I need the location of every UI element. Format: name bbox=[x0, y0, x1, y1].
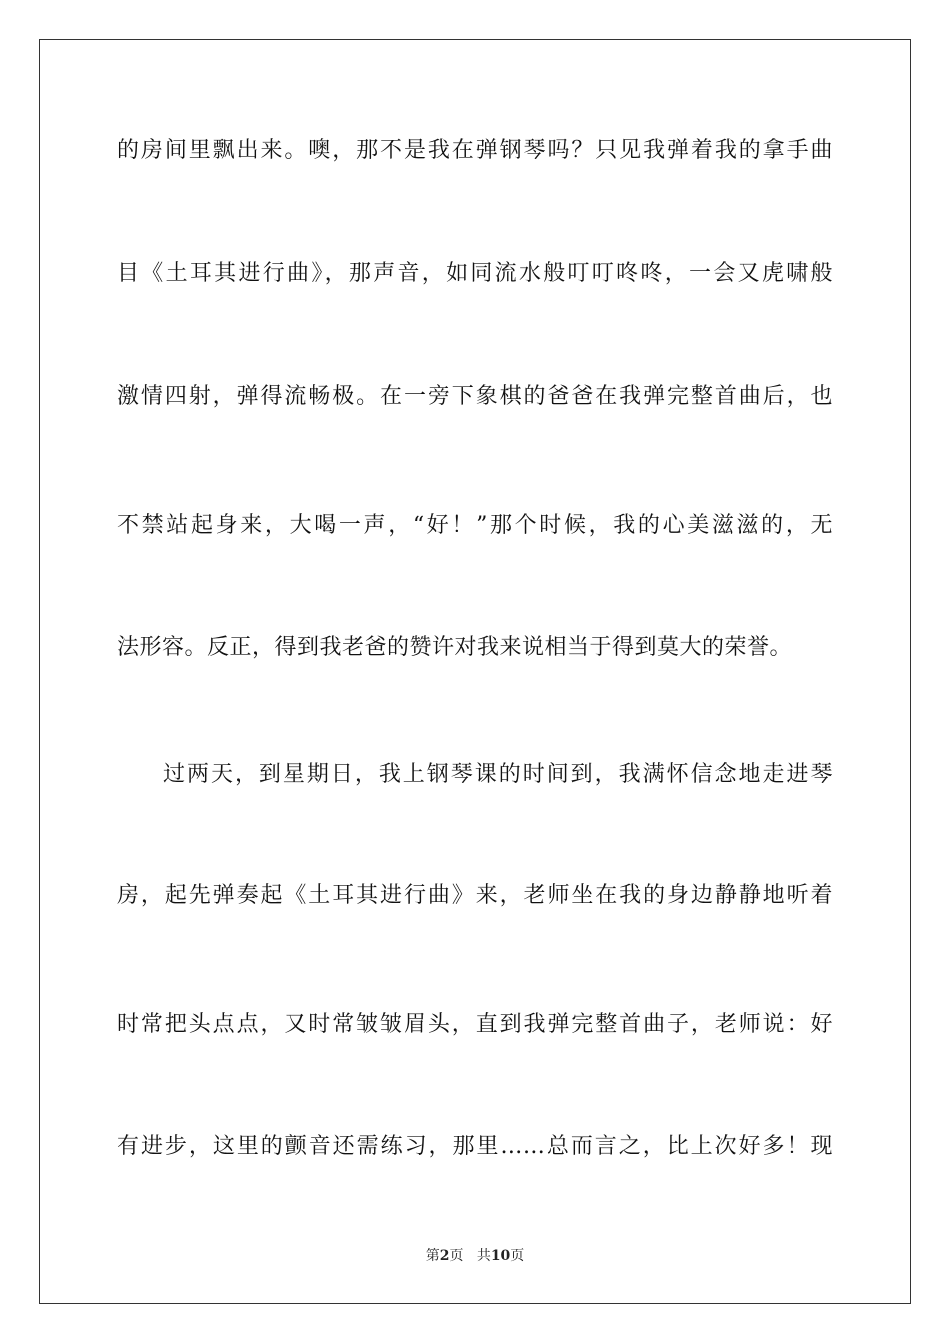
total-prefix: 共 bbox=[476, 1248, 491, 1264]
text-line-2: 目《土耳其进行曲》，那声音，如同流水般叮叮咚咚，一会又虎啸般 bbox=[117, 261, 833, 286]
total-pages: 10 bbox=[490, 1248, 511, 1264]
page-suffix: 页 bbox=[449, 1248, 464, 1264]
page-prefix: 第 bbox=[425, 1248, 440, 1264]
total-suffix: 页 bbox=[510, 1248, 525, 1264]
page-footer bbox=[0, 1246, 950, 1266]
text-line-1: 的房间里飘出来。噢，那不是我在弹钢琴吗？只见我弹着我的拿手曲 bbox=[117, 138, 833, 163]
page-border bbox=[39, 39, 911, 1304]
text-line-8: 时常把头点点，又时常皱皱眉头，直到我弹完整首曲子，老师说：好 bbox=[117, 1012, 833, 1037]
text-line-5: 法形容。反正，得到我老爸的赞许对我来说相当于得到莫大的荣誉。 bbox=[117, 635, 793, 660]
text-line-6: 过两天，到星期日，我上钢琴课的时间到，我满怀信念地走进琴 bbox=[163, 762, 833, 787]
text-line-3: 激情四射，弹得流畅极。在一旁下象棋的爸爸在我弹完整首曲后，也 bbox=[117, 384, 833, 409]
page-number: 2 bbox=[439, 1248, 450, 1264]
text-line-4: 不禁站起身来，大喝一声，“好！”那个时候，我的心美滋滋的，无 bbox=[117, 513, 833, 538]
text-line-9: 有进步，这里的颤音还需练习，那里……总而言之，比上次好多！现 bbox=[117, 1134, 833, 1159]
text-line-7: 房，起先弹奏起《土耳其进行曲》来，老师坐在我的身边静静地听着 bbox=[117, 883, 833, 908]
